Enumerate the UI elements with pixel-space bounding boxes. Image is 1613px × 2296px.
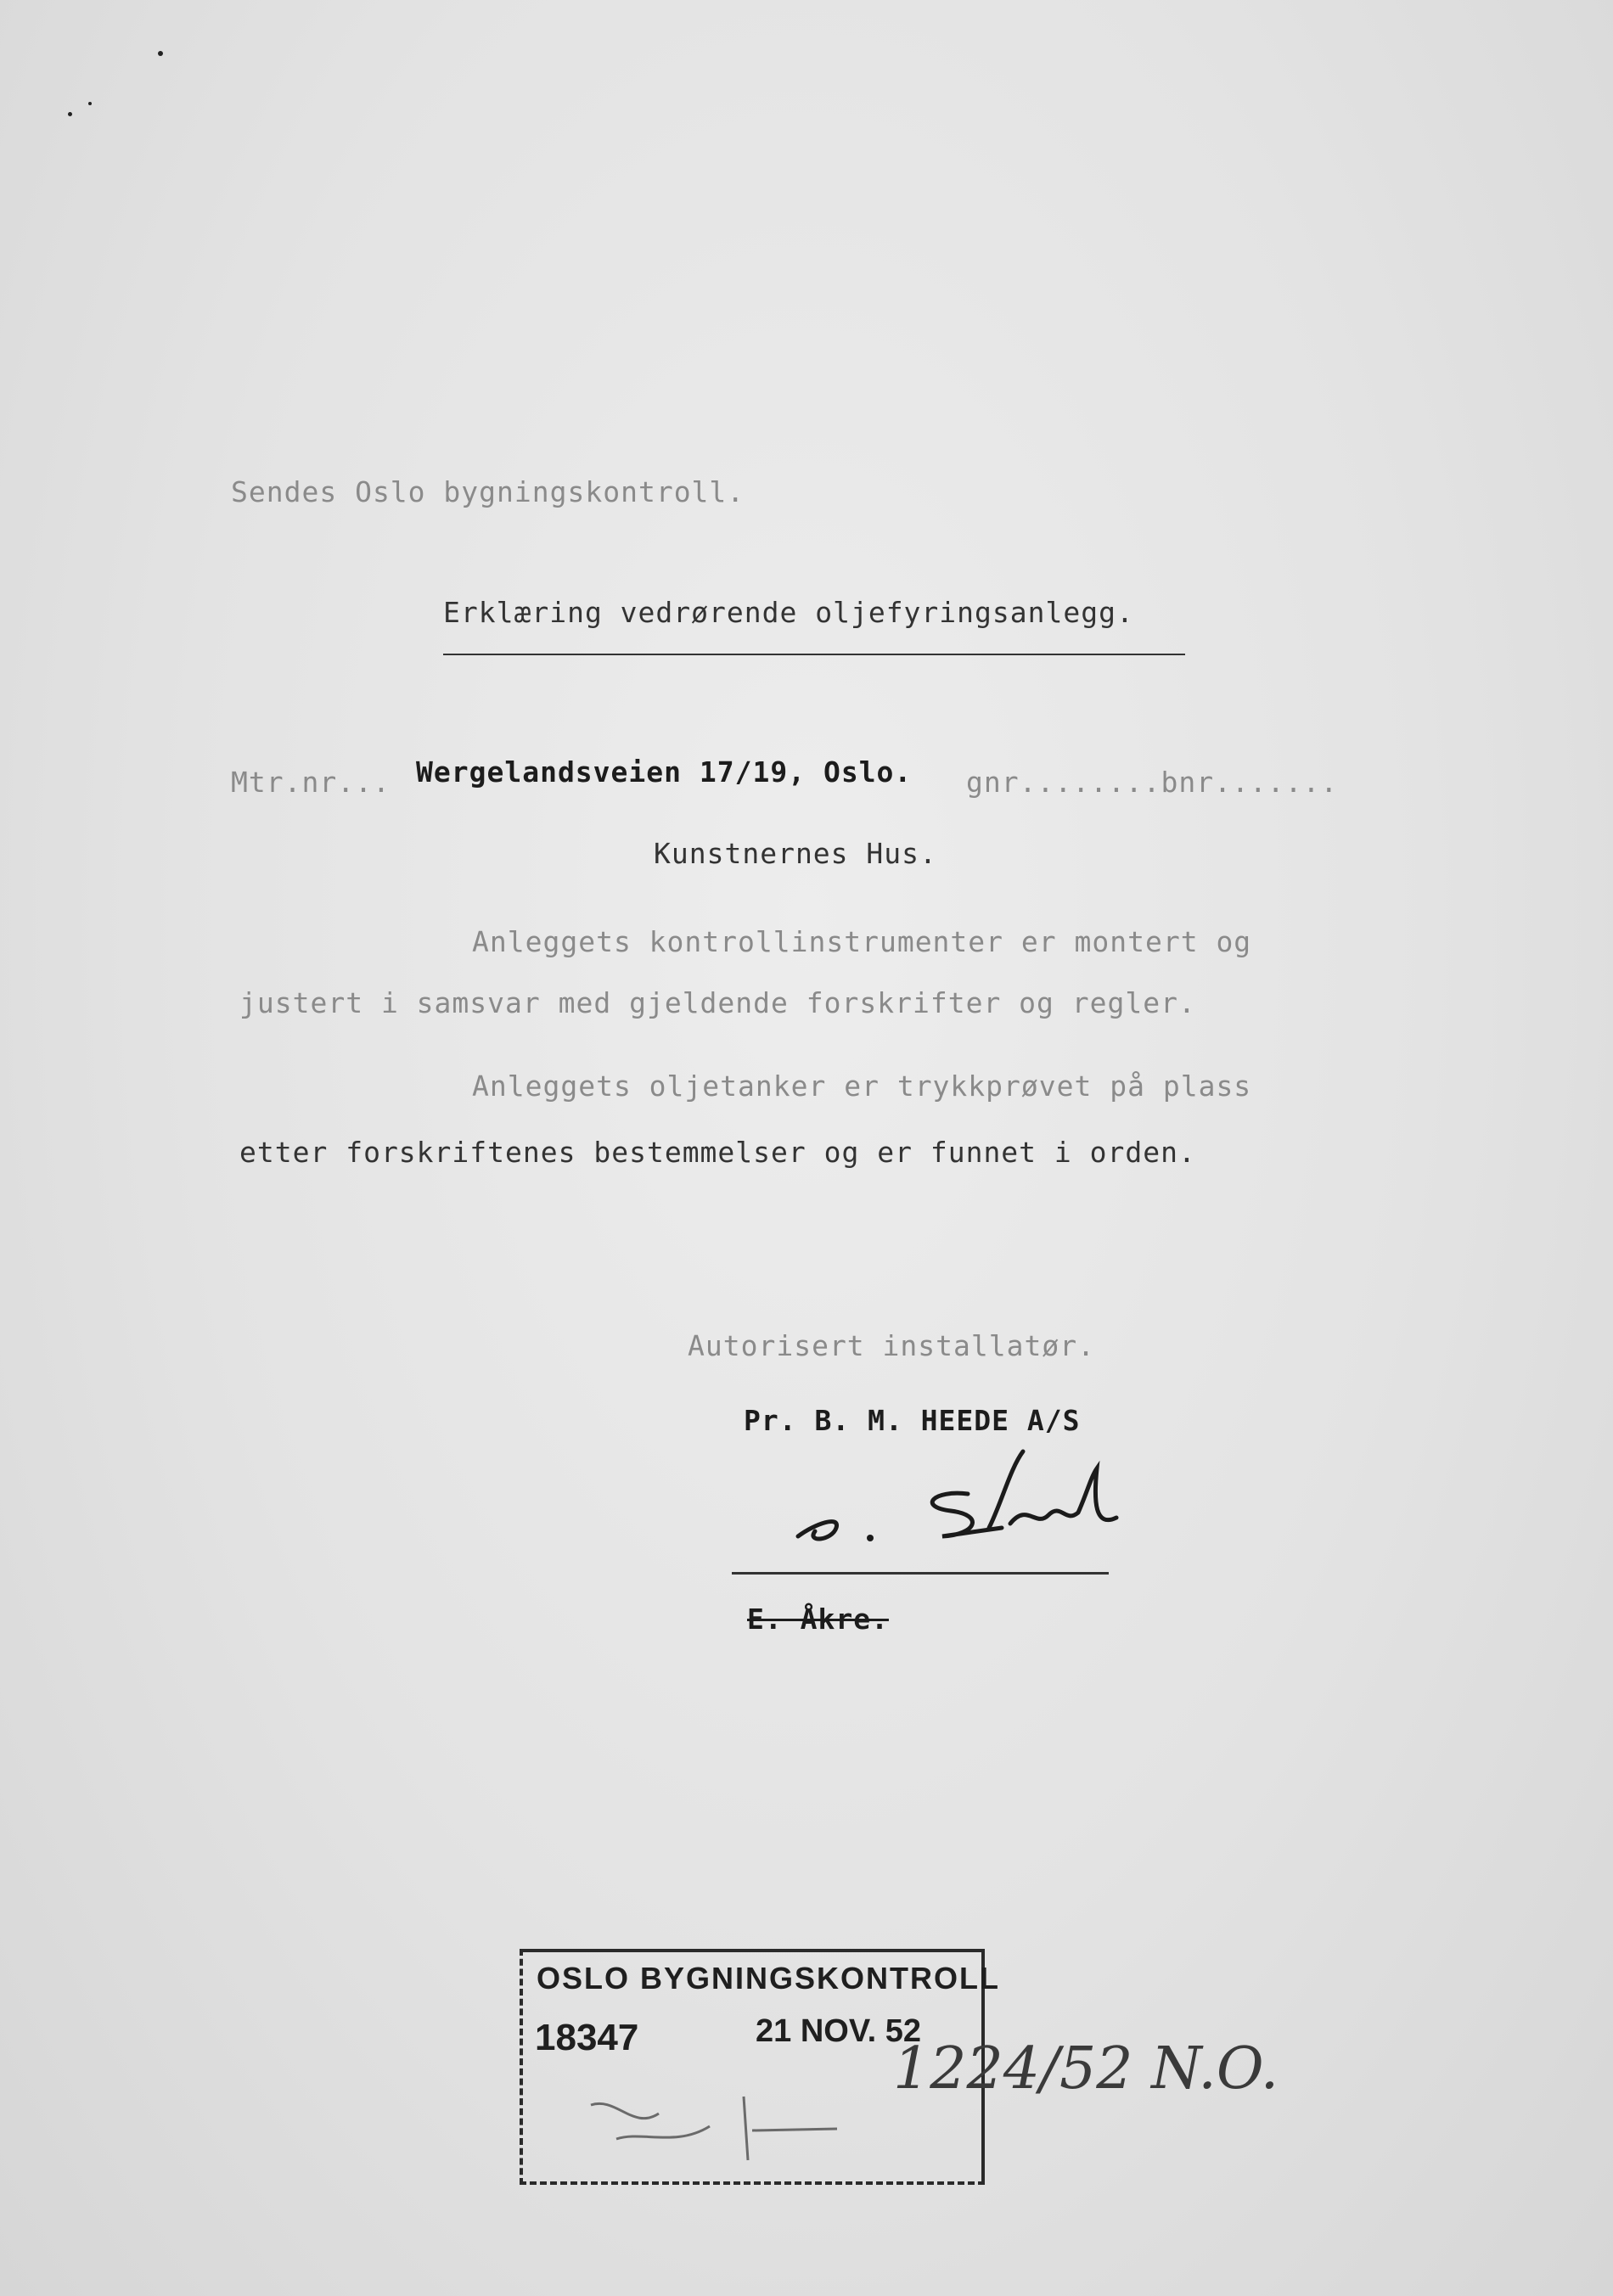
stamp-date: 21 NOV. 52 <box>756 2013 922 2049</box>
document-title: Erklæring vedrørende oljefyringsanlegg. <box>443 596 1134 629</box>
gnr-bnr-field: gnr........bnr....... <box>966 766 1339 799</box>
paragraph1-line2: justert i samsvar med gjeldende forskrifter og regler. <box>239 986 1196 1019</box>
paragraph2-line1: Anleggets oljetanker er trykkprøvet på plass <box>472 1069 1252 1103</box>
ink-speck <box>68 112 72 116</box>
send-to-line: Sendes Oslo bygningskontroll. <box>231 475 745 508</box>
signature-line <box>732 1572 1109 1575</box>
handwritten-reference: 1224/52 N.O. <box>893 2035 1279 2102</box>
stamp-signature-scribble <box>582 2080 854 2164</box>
building-name: Kunstnernes Hus. <box>654 837 937 870</box>
company-name: Pr. B. M. HEEDE A/S <box>744 1404 1081 1437</box>
paragraph2-line2: etter forskriftenes bestemmelser og er funnet i orden. <box>239 1136 1196 1169</box>
paragraph1-line1: Anleggets kontrollinstrumenter er montert og <box>472 925 1252 958</box>
stamp-number: 18347 <box>535 2017 639 2058</box>
ink-speck <box>158 51 163 56</box>
installer-label: Autorisert installatør. <box>688 1329 1095 1362</box>
property-address: Wergelandsveien 17/19, Oslo. <box>416 755 913 789</box>
stamp-office: OSLO BYGNINGSKONTROLL <box>537 1961 1000 1996</box>
mtr-prefix: Mtr.nr... <box>231 766 391 799</box>
signer-name-struck: E. Åkre. <box>747 1603 889 1636</box>
title-underline <box>443 654 1185 655</box>
signature <box>781 1443 1138 1562</box>
ink-speck <box>88 102 92 105</box>
